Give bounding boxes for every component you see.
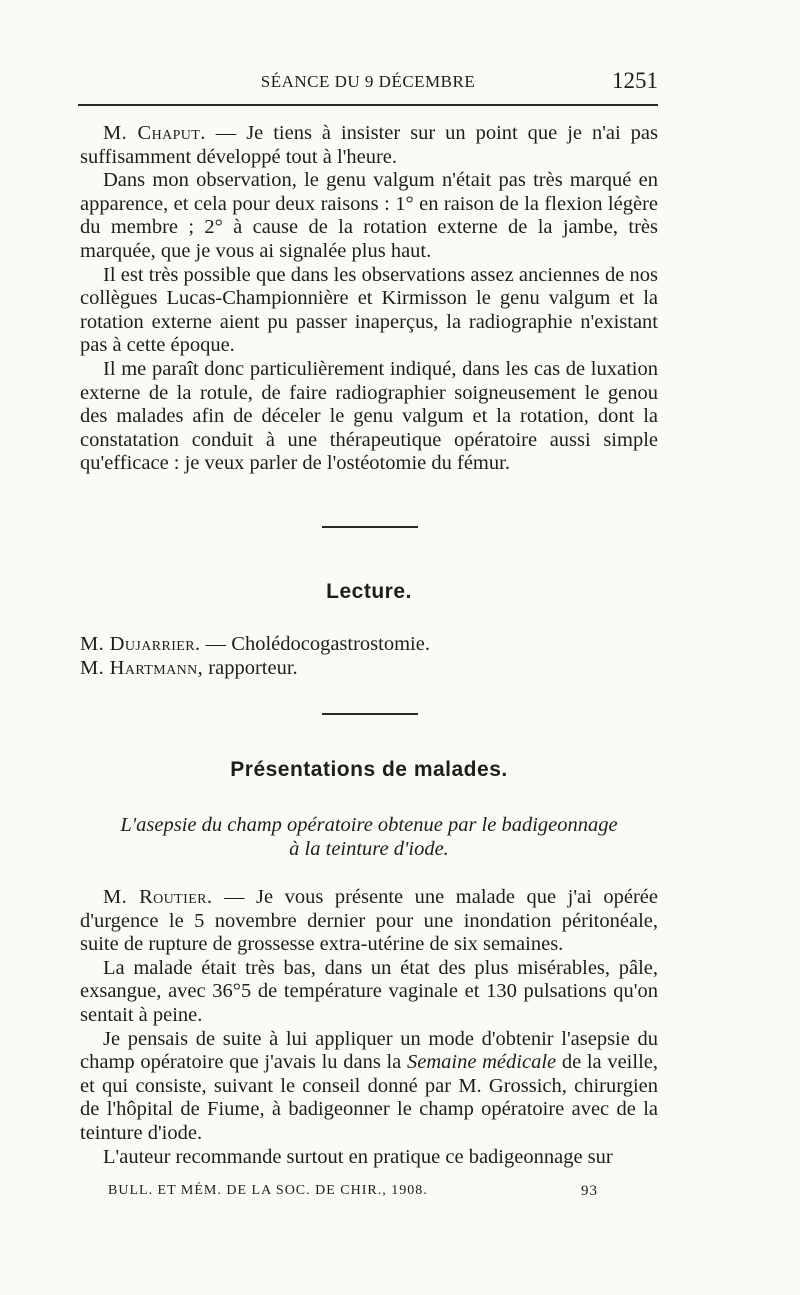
chaput-paragraph-1	[80, 122, 658, 169]
lecture-item	[80, 632, 658, 656]
speaker-name: M. Dujarrier.	[80, 633, 201, 655]
lecture-heading: Lecture.	[326, 580, 412, 603]
routier-paragraph-3: Je pensais de suite à lui appliquer un mode d'obtenir l'asepsie du champ opératoire que j'avais lu dans la Semaine médicale de la veille, et qui consiste, suivant le conseil donné par M. Grossich, chirurgien de l'hôpital de Fiume, à badigeonner le champ opératoire avec de la teinture d'iode.	[80, 1027, 658, 1144]
routier-paragraph-4: L'auteur recommande surtout en pratique ce badigeonnage sur	[103, 1145, 613, 1168]
section-separator	[322, 526, 418, 528]
chaput-paragraph-2: Dans mon observation, le genu valgum n'était pas très marqué en apparence, et cela pour deux raisons : 1° en raison de la flexion légère du membre ; 2° à cause de la rotation externe de la jambe, très marquée, que je vous ai signalée plus haut.	[80, 169, 658, 262]
footer	[108, 1183, 628, 1205]
section-separator	[322, 713, 418, 715]
chaput-section	[80, 122, 658, 476]
journal-title: Semaine médicale	[406, 1051, 557, 1074]
chaput-paragraph-4: Il me paraît donc particulièrement indiqué, dans les cas de luxation externe de la rotule, de faire radiographier soigneusement le genou des malades afin de déceler le genu valgum et la rotation, dont la constatation conduit à une thérapeutique opératoire aussi simple qu'efficace : je veux parler de l'ostéotomie du fémur.	[80, 357, 658, 475]
lecture-item-text: — Cholédocogastrostomie.	[200, 633, 430, 655]
paragraph-text: — Je tiens à insister sur un point que je n'ai pas suffisamment développé tout à l'heure.	[80, 122, 658, 168]
article-title	[80, 813, 658, 861]
routier-section	[80, 886, 658, 1169]
header-rule	[78, 104, 658, 106]
speaker-name: M. Chaput.	[103, 122, 206, 144]
running-title: SÉANCE DU 9 DÉCEMBRE	[260, 72, 476, 91]
routier-paragraph-1	[80, 886, 658, 957]
page-number: 1251	[612, 68, 658, 93]
routier-paragraph-2: La malade était très bas, dans un état des plus misérables, pâle, exsangue, avec 36°5 de température vaginale et 130 pulsations qu'on sentait à peine.	[80, 956, 658, 1026]
paragraph-text: — Je vous présente une malade que j'ai opérée d'urgence le 5 novembre dernier pour une inondation péritonéale, suite de rupture de grossesse extra-utérine de six semaines.	[80, 886, 658, 956]
chaput-paragraph-3: Il est très possible que dans les observations assez anciennes de nos collègues Lucas-Championnière et Kirmisson le genu valgum et la rotation externe aient pu passer inaperçus, la radiographie n'existant pas à cette époque.	[80, 263, 658, 357]
lecture-list	[80, 632, 658, 680]
article-title-line: à la teinture d'iode.	[289, 838, 449, 860]
speaker-name: M. Hartmann,	[80, 657, 204, 679]
footer-reference: BULL. ET MÉM. DE LA SOC. DE CHIR., 1908.	[108, 1183, 428, 1198]
presentations-heading: Présentations de malades.	[230, 758, 508, 781]
lecture-item-text: rapporteur.	[203, 657, 298, 679]
article-title-line: L'asepsie du champ opératoire obtenue par le badigeonnage	[120, 814, 618, 836]
signature-mark: 93	[581, 1183, 598, 1199]
running-head	[78, 68, 658, 98]
lecture-item	[80, 656, 658, 680]
speaker-name: M. Routier.	[103, 886, 213, 908]
